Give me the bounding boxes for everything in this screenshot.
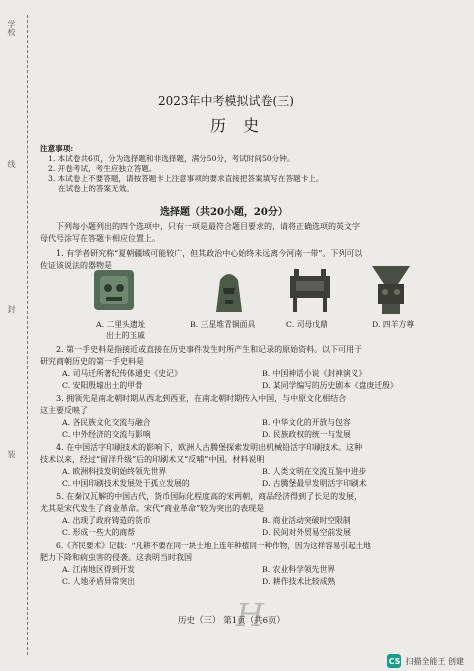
q3-option-a: A. 各民族文化交流与融合: [62, 418, 151, 427]
notice-item-1: 1. 本试卷共6页，分为选择题和非选择题，满分50分，考试时间50分钟。: [48, 154, 295, 163]
q4-line2: 技术以来，经过“留洋升级”后的印刷术又“反哺”中国。材料说明: [40, 455, 265, 464]
q3-option-b: B. 中华文化的开放与包容: [262, 418, 351, 427]
section-title: 选择题（共20小题，20分）: [160, 207, 288, 218]
margin-tie-mark: 装: [7, 450, 16, 458]
q5-line2: 尤其是宋代发生了商业革命。宋代“商业革命”较为突出的表现是: [40, 504, 265, 513]
q6-option-a: A. 江南地区得到开发: [62, 565, 135, 574]
q1-line2: 佐证该说法的器物是: [40, 261, 112, 270]
q6-line2: 肥力下降和病虫害的侵袭。这表明当时我国: [40, 553, 192, 562]
q2-option-b: B. 中国神话小说《封神演义》: [262, 369, 367, 378]
q3-line1: 3. 拥领先是南北朝时期从西北到西亚，在南北朝时期传入中国，与中原文化相结合: [56, 394, 347, 403]
q1-image-simuwu-ding: [282, 266, 338, 316]
notice-item-4: 在试卷上的答案无效。: [58, 184, 134, 193]
watermark-letter: H: [236, 596, 264, 634]
scanner-badge: [387, 654, 464, 668]
q1-option-a: A. 二里头遗址: [96, 320, 146, 329]
q1-option-b: B. 三星堆青铜面具: [190, 320, 256, 329]
margin-line-mark: 线: [7, 160, 16, 168]
q1-image-jade-axe: [88, 266, 140, 316]
q2-option-c: C. 安阳殷墟出土的甲骨: [62, 381, 143, 390]
page-footer: 历史（三） 第1页（共6页）: [178, 616, 286, 626]
section-instruction-1: 下列每小题列出的四个选项中，只有一项是最符合题目要求的，请将正确选项的英文字: [56, 222, 360, 231]
q5-option-c: C. 形成一些大的商帮: [62, 528, 136, 537]
q4-line1: 4. 在中国活字印刷技术的影响下，欧洲人古腾堡探索发明出机械铅活字印刷技术。这种: [56, 443, 363, 452]
camscanner-logo-icon: CS: [387, 654, 401, 668]
exam-subject: 历 史: [210, 116, 266, 135]
q5-option-d: D. 民间对外贸易空前发展: [262, 528, 351, 537]
q1-line1: 1. 有学者研究称“夏朝疆域可能较广，但其政治中心始终未远离今河南一带”。下列可以: [56, 249, 363, 258]
q3-option-c: C. 中外经济的交流与影响: [62, 430, 151, 439]
notice-item-2: 2. 开卷考试，考生应独立答题。: [48, 164, 157, 173]
q5-line1: 5. 在秦汉瓦解的中国古代，货币国际化程度高的宋两朝，商品经济得到了长足的发展，: [56, 492, 363, 501]
section-instruction-2: 母代号涂写在答题卡相应位置上。: [40, 234, 160, 243]
q2-line2: 研究商朝历史的第一手史料是: [40, 357, 144, 366]
q2-option-d: D. 某同学编写的历史剧本《盘庚迁殷》: [262, 381, 398, 390]
q5-option-a: A. 出现了政府铸造的货币: [62, 516, 151, 525]
q4-option-c: C. 中国印刷技术发展处于孤立发展的: [62, 479, 190, 488]
binding-line: [27, 15, 28, 655]
q2-line1: 2. 第一手史料是指接近或直接在历史事件发生时所产生和记录的原始资料。以下可用于: [56, 345, 363, 354]
q6-option-c: C. 人地矛盾异常突出: [62, 577, 136, 586]
margin-seal-mark: 封: [7, 305, 16, 313]
notice-heading: 注意事项:: [40, 144, 74, 153]
q5-option-b: B. 商业活动突破时空限制: [262, 516, 351, 525]
notice-item-3: 3. 本试卷上不要答题，请按答题卡上注意事项的要求直接把答案填写在答题卡上。: [48, 174, 324, 183]
q4-option-b: B. 人类文明在交流互鉴中进步: [262, 467, 367, 476]
q6-option-b: B. 农业科学领先世界: [262, 565, 336, 574]
q6-option-d: D. 耕作技术比较成熟: [262, 577, 336, 586]
q1-option-d: D. 四羊方尊: [372, 320, 415, 329]
q6-line1: 6.《齐民要术》记载：“凡耕不要在同一块土地上连年种植同一种作物，因为这样容易引起土地: [56, 541, 371, 550]
q4-option-d: D. 古腾堡最早发明活字印刷术: [262, 479, 367, 488]
q1-image-bronze-mask: [204, 266, 254, 316]
q1-option-c: C. 司母戊鼎: [286, 320, 328, 329]
scanner-label: 扫描全能王 创建: [405, 656, 464, 666]
q4-option-a: A. 欧洲科技发明始终领先世界: [62, 467, 167, 476]
q2-option-a: A. 司马迁所著纪传体通史《史记》: [62, 369, 182, 378]
q3-line2: 这主要反映了: [40, 406, 88, 415]
q1-image-four-goat-zun: [368, 264, 414, 316]
q1-option-a-line2: 出土的玉戚: [106, 331, 145, 340]
exam-title: 2023年中考模拟试卷(三): [158, 94, 294, 108]
margin-school: 学校: [7, 20, 16, 36]
q3-option-d: D. 民族政权的统一与发展: [262, 430, 351, 439]
